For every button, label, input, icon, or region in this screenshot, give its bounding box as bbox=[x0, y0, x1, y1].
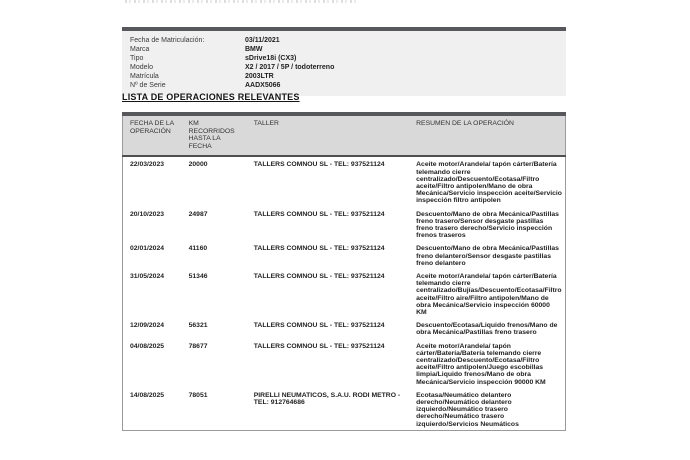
operation-date: 02/01/2024 bbox=[130, 245, 165, 253]
operation-row bbox=[123, 269, 566, 318]
vehicle-field-label: Modelo bbox=[130, 64, 153, 71]
operations-table-header-row bbox=[123, 114, 566, 156]
clipped-page-title bbox=[125, 0, 357, 3]
operation-date: 20/10/2023 bbox=[130, 210, 165, 218]
vehicle-field-label: Fecha de Matriculación: bbox=[130, 37, 205, 44]
operation-date: 14/08/2025 bbox=[130, 391, 165, 399]
operation-summary: Descuento/Mano de obra Mecánica/Pastillas freno trasero/Sensor desgaste pastillas freno trasero derecho/Servicio inspección frenos traseros bbox=[416, 210, 559, 240]
operation-date: 04/08/2025 bbox=[130, 342, 165, 350]
operations-table bbox=[122, 112, 566, 431]
operation-workshop: TALLERS COMNOU SL - TEL: 937521124 bbox=[253, 210, 385, 218]
column-header-resumen: RESUMEN DE LA OPERACIÓN bbox=[409, 114, 565, 156]
vehicle-field-brand bbox=[130, 45, 558, 54]
operation-summary: Aceite motor/Arandela/ tapón cárter/Batería telemando cierre centralizado/Descuento/Ecotasa/Filtro aceite/Filtro antipolen/Mano de obra Mecánica/Servicio inspección aceite/Servicio inspección filtro antipolen bbox=[416, 161, 562, 205]
vehicle-field-label: Matrícula bbox=[130, 73, 159, 80]
operation-workshop: TALLERS COMNOU SL - TEL: 937521124 bbox=[253, 273, 385, 281]
operation-summary: Descuento/Mano de obra Mecánica/Pastillas freno delantero/Sensor desgaste pastillas freno delantero bbox=[416, 245, 559, 267]
operation-km: 24987 bbox=[188, 210, 208, 218]
vehicle-field-plate bbox=[130, 72, 558, 81]
vehicle-field-label: Tipo bbox=[130, 55, 144, 62]
column-header-km: KM RECORRIDOS HASTA LA FECHA bbox=[182, 114, 247, 156]
operation-km: 78051 bbox=[188, 391, 208, 399]
operation-row bbox=[123, 388, 566, 431]
operation-workshop: TALLERS COMNOU SL - TEL: 937521124 bbox=[253, 342, 385, 350]
vehicle-field-type bbox=[130, 54, 558, 63]
operation-km: 41160 bbox=[188, 245, 208, 253]
vehicle-field-model bbox=[130, 63, 558, 72]
operation-summary: Aceite motor/Arandela/ tapón cárter/Batería/Batería telemando cierre centralizado/Descuento/Ecotasa/Filtro aceite/Filtro antipolen/Juego escobillas limpia/Liquido frenos/Mano de obra Mecánica/Servicio inspección 90000 KM bbox=[416, 342, 546, 386]
operation-row bbox=[123, 207, 566, 242]
operation-summary: Aceite motor/Arandela/ tapón cárter/Batería telemando cierre centralizado/Bujías/Descuento/Ecotasa/Filtro aceite/Filtro aire/Filtro antipolen/Mano de obra Mecánica/Servicio inspección 60000 KM bbox=[416, 273, 562, 317]
vehicle-field-registration-date bbox=[130, 36, 558, 45]
operation-workshop: PIRELLI NEUMATICOS, S.A.U. RODI METRO - TEL: 912764686 bbox=[253, 391, 401, 407]
operation-date: 22/03/2023 bbox=[130, 161, 165, 169]
column-header-fecha: FECHA DE LA OPERACIÓN bbox=[123, 114, 182, 156]
vehicle-field-value: X2 / 2017 / 5P / todoterreno bbox=[245, 64, 335, 71]
operation-summary: Ecotasa/Neumático delantero derecho/Neumático delantero izquierdo/Neumático trasero derecho/Neumático trasero izquierdo/Servicios Neumáticos bbox=[416, 391, 519, 428]
operation-km: 51346 bbox=[188, 273, 208, 281]
operation-row bbox=[123, 339, 566, 388]
vehicle-info-panel bbox=[122, 27, 566, 96]
vehicle-field-value: AADX5066 bbox=[245, 82, 281, 89]
vehicle-field-label: Nº de Serie bbox=[130, 82, 166, 89]
vehicle-field-value: BMW bbox=[245, 46, 263, 53]
operation-row bbox=[123, 156, 566, 206]
vehicle-field-serial-number bbox=[130, 81, 558, 90]
operation-km: 20000 bbox=[188, 161, 208, 169]
operation-summary: Descuento/Ecotasa/Liquido frenos/Mano de obra Mecánica/Pastillas freno trasero bbox=[416, 322, 558, 337]
operation-row bbox=[123, 241, 566, 269]
vehicle-field-label: Marca bbox=[130, 46, 150, 53]
operation-km: 78677 bbox=[188, 342, 208, 350]
vehicle-field-value: 2003LTR bbox=[245, 73, 274, 80]
operation-date: 31/05/2024 bbox=[130, 273, 165, 281]
operation-row bbox=[123, 318, 566, 338]
operation-workshop: TALLERS COMNOU SL - TEL: 937521124 bbox=[253, 322, 385, 330]
operation-workshop: TALLERS COMNOU SL - TEL: 937521124 bbox=[253, 161, 385, 169]
operation-workshop: TALLERS COMNOU SL - TEL: 937521124 bbox=[253, 245, 385, 253]
section-title: LISTA DE OPERACIONES RELEVANTES bbox=[122, 92, 300, 102]
vehicle-field-value: sDrive18i (CX3) bbox=[245, 55, 297, 62]
vehicle-field-value: 03/11/2021 bbox=[245, 37, 280, 44]
operation-km: 56321 bbox=[188, 322, 208, 330]
operation-date: 12/09/2024 bbox=[130, 322, 165, 330]
column-header-taller: TALLER bbox=[247, 114, 409, 156]
